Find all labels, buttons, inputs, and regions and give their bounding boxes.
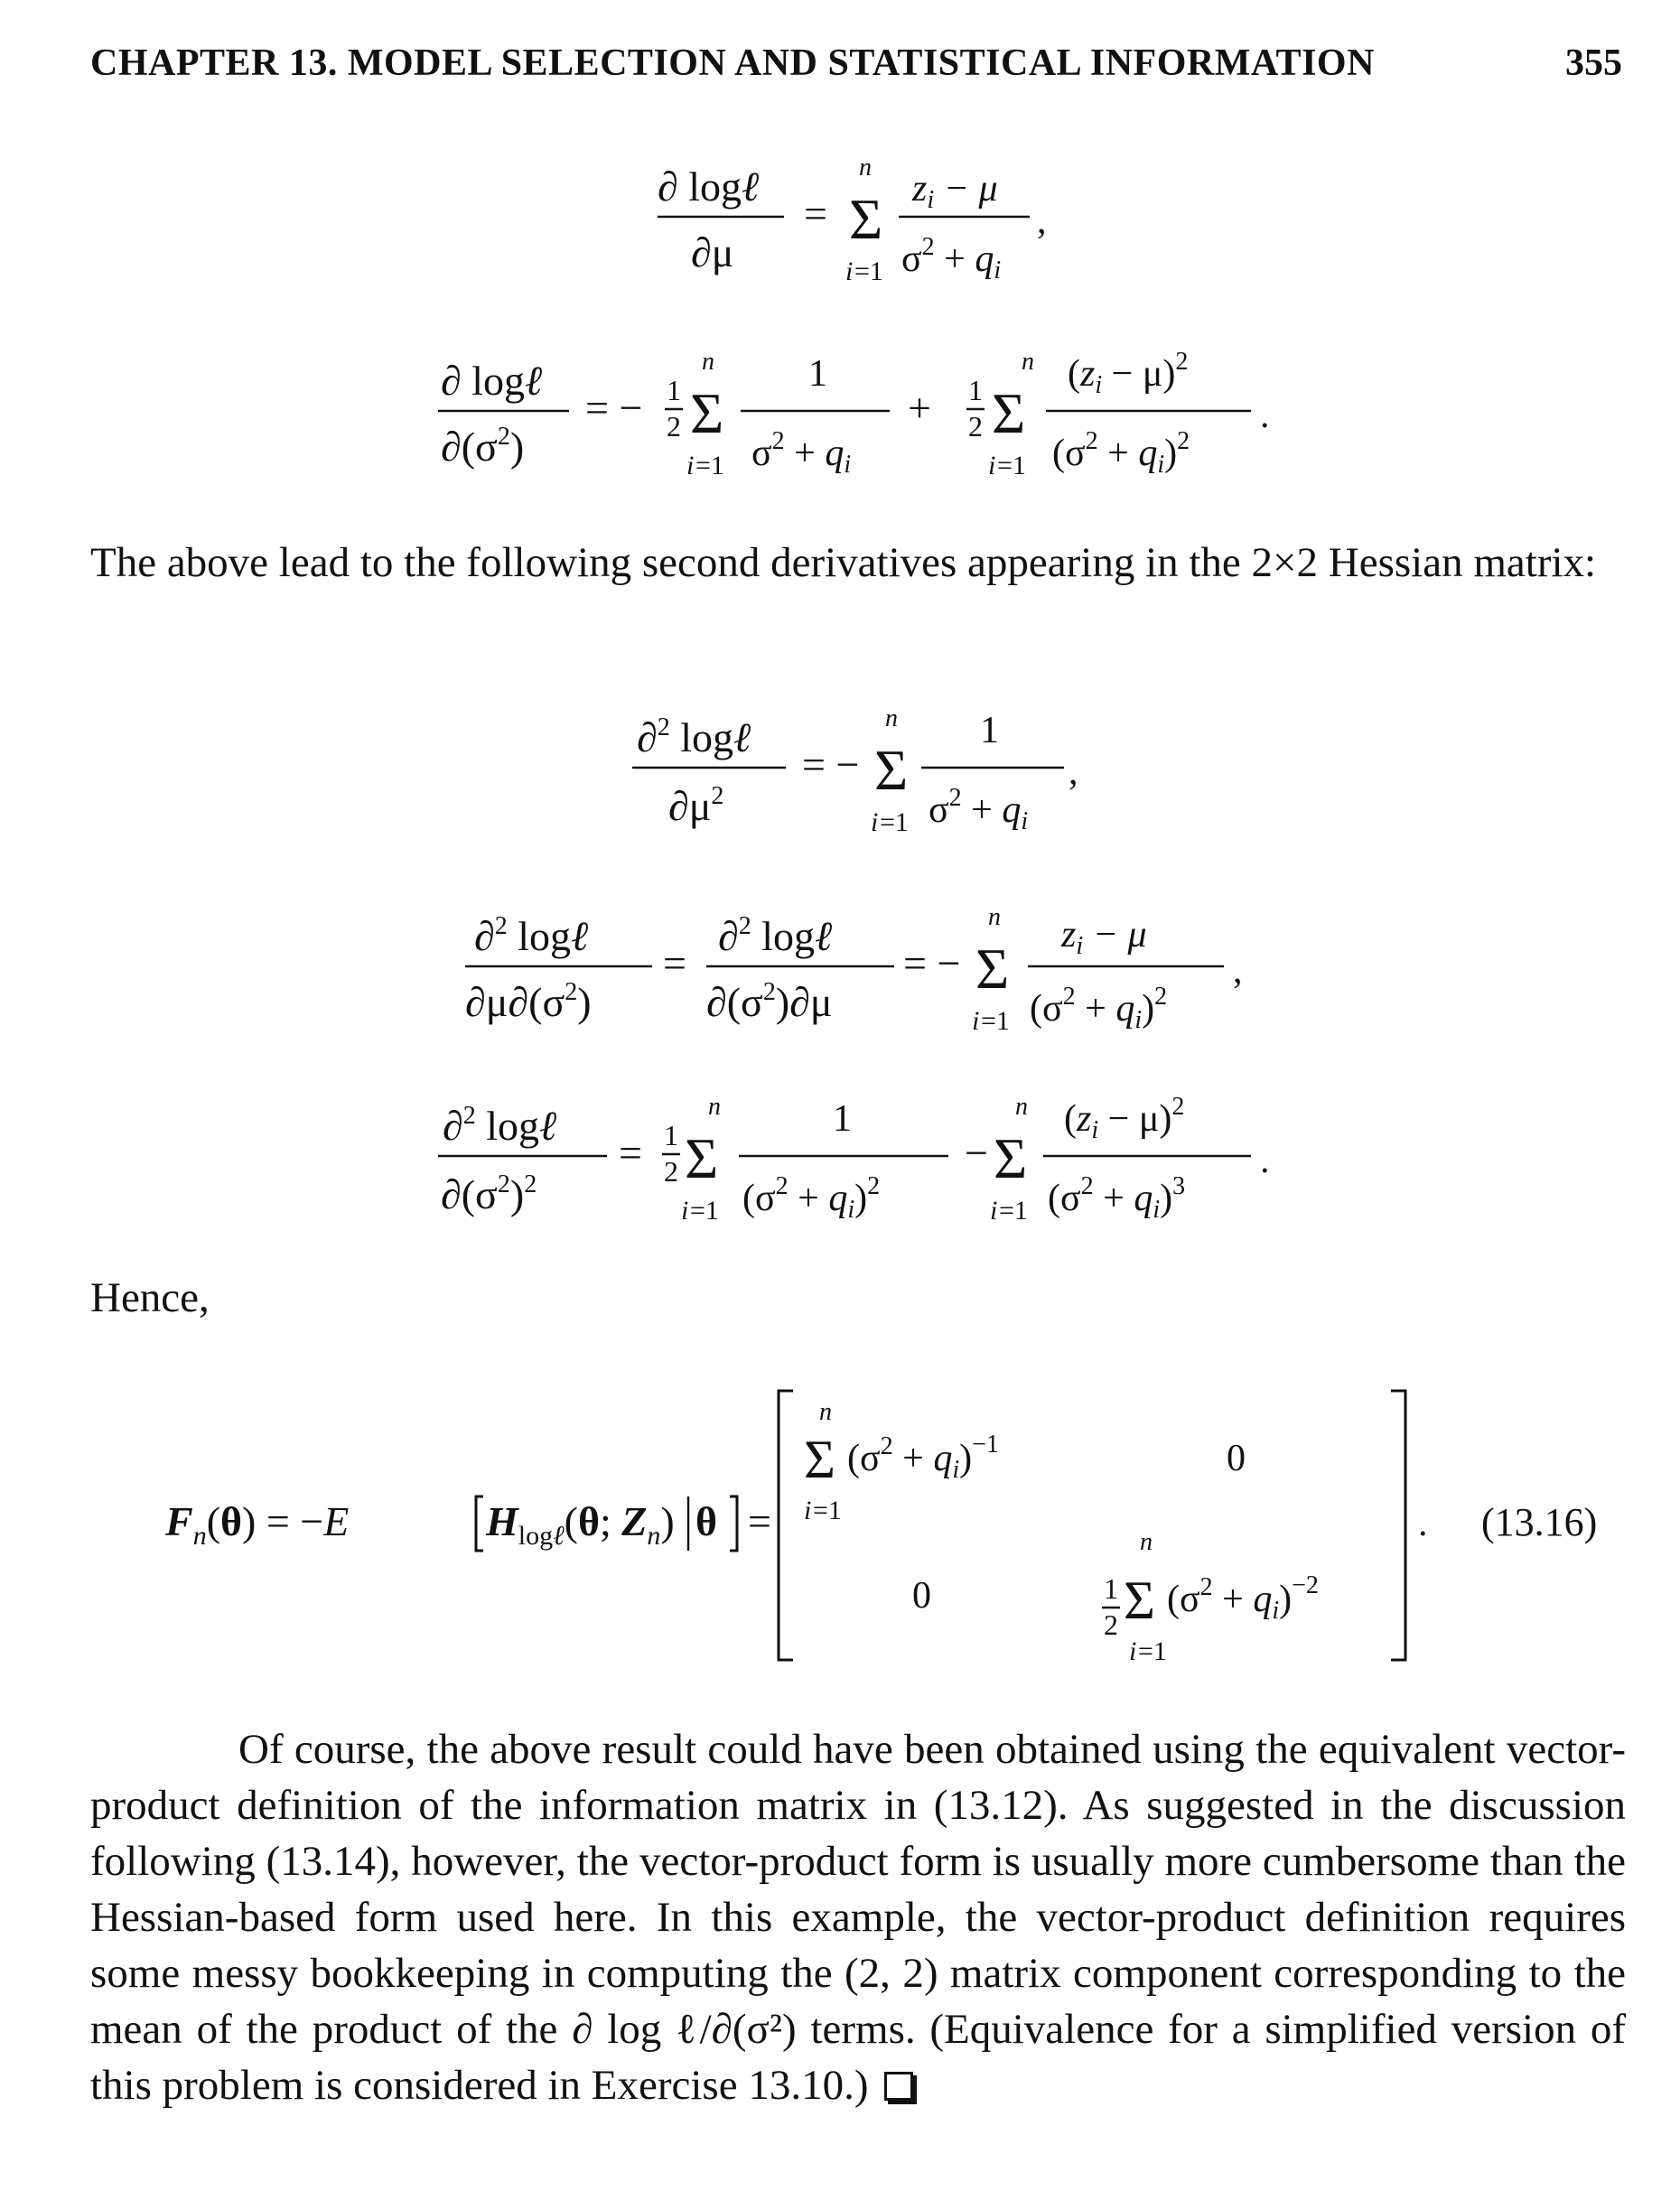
svg-text:Σ: Σ (975, 937, 1010, 1001)
svg-text:=: = (748, 1498, 771, 1544)
svg-text:=1: =1 (999, 1196, 1028, 1226)
svg-text:=1: =1 (854, 256, 883, 286)
running-head (90, 42, 1622, 85)
equation-dlogl-dsigma2 (0, 339, 1680, 492)
svg-text:∂2 logℓ: ∂$^2$ logℓ (443, 1102, 557, 1149)
svg-text:i: i (1129, 1636, 1137, 1666)
equation-dlogl-dmu (0, 144, 1680, 298)
svg-text:2: 2 (667, 410, 681, 443)
hence-text: Hence, (90, 1274, 210, 1321)
svg-text:σ2 + qi: $\sigma^2$ + qi (901, 233, 1002, 284)
svg-text:=1: =1 (695, 451, 724, 480)
svg-text:Hlogℓ(θ; Zn): $H_{log}\ell(\theta$; $Z_n$) (486, 1498, 675, 1551)
svg-text:0: 0 (912, 1575, 931, 1617)
svg-text:1: 1 (664, 1119, 678, 1151)
svg-text:θ: θ (695, 1498, 718, 1544)
svg-text:.: . (1260, 1140, 1270, 1181)
svg-text:(σ2 + qi)2: $(\sigma^2 + qi)^2$ (1030, 983, 1168, 1034)
svg-text:=: = (804, 191, 827, 237)
equation-d2logl-dmu2 (0, 695, 1680, 849)
closing-paragraph (90, 1721, 1626, 2113)
svg-text:1: 1 (968, 374, 983, 406)
svg-text:∂ logℓ: ∂ logℓ (441, 358, 543, 404)
svg-text:∂μ2: $\partial\mu^2$ (668, 782, 724, 829)
svg-text:n: n (1022, 348, 1034, 376)
svg-text:i: i (686, 451, 695, 480)
svg-text:Σ: Σ (804, 1430, 835, 1489)
svg-text:i: i (988, 451, 996, 480)
svg-text:= −: = − (585, 385, 643, 431)
svg-text:Σ: Σ (849, 187, 883, 251)
closing-text-1: Of course, the above result could have been obtained using the equivalent vector-product definition of the information matrix in (13.12). As suggested in the discussion following (13.14), however, the vector-product form is usually more cumbersome than the Hessian-based form used here. In this example, the vector-product definition requires some messy bookkeeping in computing the (2, 2) matrix component corresponding to the mean of the product of the (90, 1726, 1626, 2053)
svg-text:i: i (845, 256, 854, 286)
svg-text:∂ logℓ: ∂ logℓ (658, 163, 760, 210)
svg-text:=: = (619, 1130, 642, 1176)
svg-text:=1: =1 (813, 1496, 842, 1525)
svg-text:i: i (871, 807, 879, 837)
svg-text:zi − μ: zi − μ (1061, 914, 1147, 960)
svg-text:i: i (804, 1496, 812, 1525)
svg-text:=1: =1 (690, 1196, 719, 1226)
svg-text:=1: =1 (981, 1006, 1010, 1036)
svg-text:(σ2 + qi)2: $(\sigma^2 + qi)^2$ (742, 1172, 881, 1224)
svg-text:σ2 + qi: $\sigma^2$ + qi (929, 784, 1029, 835)
equation-label: (13.16) (1481, 1500, 1598, 1544)
svg-text:,: , (1233, 950, 1243, 992)
svg-text:∂2 logℓ: ∂$^2$ logℓ (718, 912, 833, 959)
svg-text:∂2 logℓ: ∂$^2$ logℓ (637, 713, 751, 760)
svg-text:= −: = − (802, 741, 860, 788)
svg-text:(σ2 + qi)−2: $(\sigma^2 + qi)^{-2}$ (1167, 1571, 1319, 1625)
svg-text:n: n (988, 903, 1001, 931)
svg-text:Σ: Σ (685, 1126, 719, 1190)
svg-text:=1: =1 (880, 807, 909, 837)
svg-text:∂(σ2)2: $\partial(\sigma^2)^2$ (441, 1170, 537, 1217)
svg-text:n: n (708, 1093, 721, 1121)
svg-text:∂(σ2): $\partial(\sigma^2)$ (441, 423, 525, 470)
svg-text:∂(σ2)∂μ: $\partial(\sigma^2)\partial\mu$ (706, 978, 833, 1025)
equation-13-16-information-matrix (0, 1373, 1680, 1680)
svg-text:1: 1 (980, 710, 999, 751)
svg-text:0: 0 (1227, 1438, 1246, 1479)
svg-text:i: i (972, 1006, 980, 1036)
svg-text:2: 2 (664, 1155, 678, 1188)
svg-text:(zi − μ)2: (zi − μ)$^2$ (1064, 1093, 1185, 1144)
svg-text:+: + (908, 385, 931, 431)
svg-text:1: 1 (833, 1098, 852, 1140)
svg-text:Σ: Σ (1124, 1571, 1155, 1630)
svg-text:1: 1 (1104, 1572, 1118, 1605)
svg-text:n: n (859, 154, 872, 182)
svg-text:∂2 logℓ: ∂$^2$ logℓ (474, 912, 589, 959)
chapter-title: CHAPTER 13. MODEL SELECTION AND STATISTICAL INFORMATION (90, 42, 1375, 84)
svg-text:(zi − μ)2: (zi − μ)$^2$ (1068, 348, 1189, 399)
svg-text:=: = (663, 940, 686, 986)
svg-text:i: i (681, 1196, 689, 1226)
inline-math-dlogl-dsigma2: ∂ log ℓ/∂(σ²) (572, 2006, 797, 2053)
svg-text:∂μ∂(σ2): $\partial\mu\partial(\sigma^2)$ (465, 978, 592, 1025)
svg-text:.: . (1418, 1503, 1428, 1544)
svg-text:.: . (1260, 395, 1270, 436)
svg-text:,: , (1069, 751, 1078, 793)
svg-text:Σ: Σ (992, 381, 1026, 445)
svg-text:i: i (990, 1196, 998, 1226)
closing-text-2: terms. (Equivalence for a simplified version of this problem is considered in Exercise 13.10.) (90, 2006, 1627, 2109)
svg-text:=1: =1 (997, 451, 1026, 480)
svg-text:2: 2 (1104, 1608, 1118, 1641)
svg-text:−: − (965, 1130, 988, 1176)
svg-text:Σ: Σ (994, 1126, 1028, 1190)
qed-box-icon (884, 2072, 913, 2101)
page-number: 355 (1565, 42, 1622, 84)
svg-text:Fn(θ) = −E: $F_n(\theta) = -E$ (165, 1498, 350, 1551)
svg-text:,: , (1037, 200, 1047, 242)
svg-text:(σ2 + qi)2: $(\sigma^2 + qi)^2$ (1052, 427, 1190, 479)
svg-text:n: n (702, 348, 714, 376)
svg-text:∂μ: ∂μ (691, 229, 734, 275)
svg-text:=1: =1 (1138, 1636, 1167, 1666)
svg-text:(σ2 + qi)3: $(\sigma^2 + qi)^3$ (1048, 1172, 1186, 1224)
svg-text:1: 1 (667, 374, 681, 406)
svg-text:1: 1 (808, 353, 827, 395)
svg-text:n: n (885, 704, 898, 732)
svg-text:zi − μ: zi − μ (912, 168, 998, 214)
svg-text:Σ: Σ (690, 381, 724, 445)
svg-text:n: n (819, 1398, 832, 1426)
equation-d2logl-dsigma2-sq (0, 1084, 1680, 1237)
svg-text:= −: = − (903, 940, 961, 986)
svg-text:(σ2 + qi)−1: $(\sigma^2 + qi)^{-1}$ (847, 1431, 999, 1484)
svg-text:Σ: Σ (874, 738, 909, 802)
svg-text:2: 2 (968, 410, 983, 443)
svg-text:n: n (1140, 1528, 1153, 1556)
svg-text:n: n (1015, 1093, 1028, 1121)
svg-text:σ2 + qi: $\sigma^2$ + qi (751, 427, 852, 479)
lead-in-paragraph: The above lead to the following second derivatives appearing in the 2×2 Hessian matrix: (90, 539, 1597, 586)
equation-cross-partial (0, 894, 1680, 1048)
